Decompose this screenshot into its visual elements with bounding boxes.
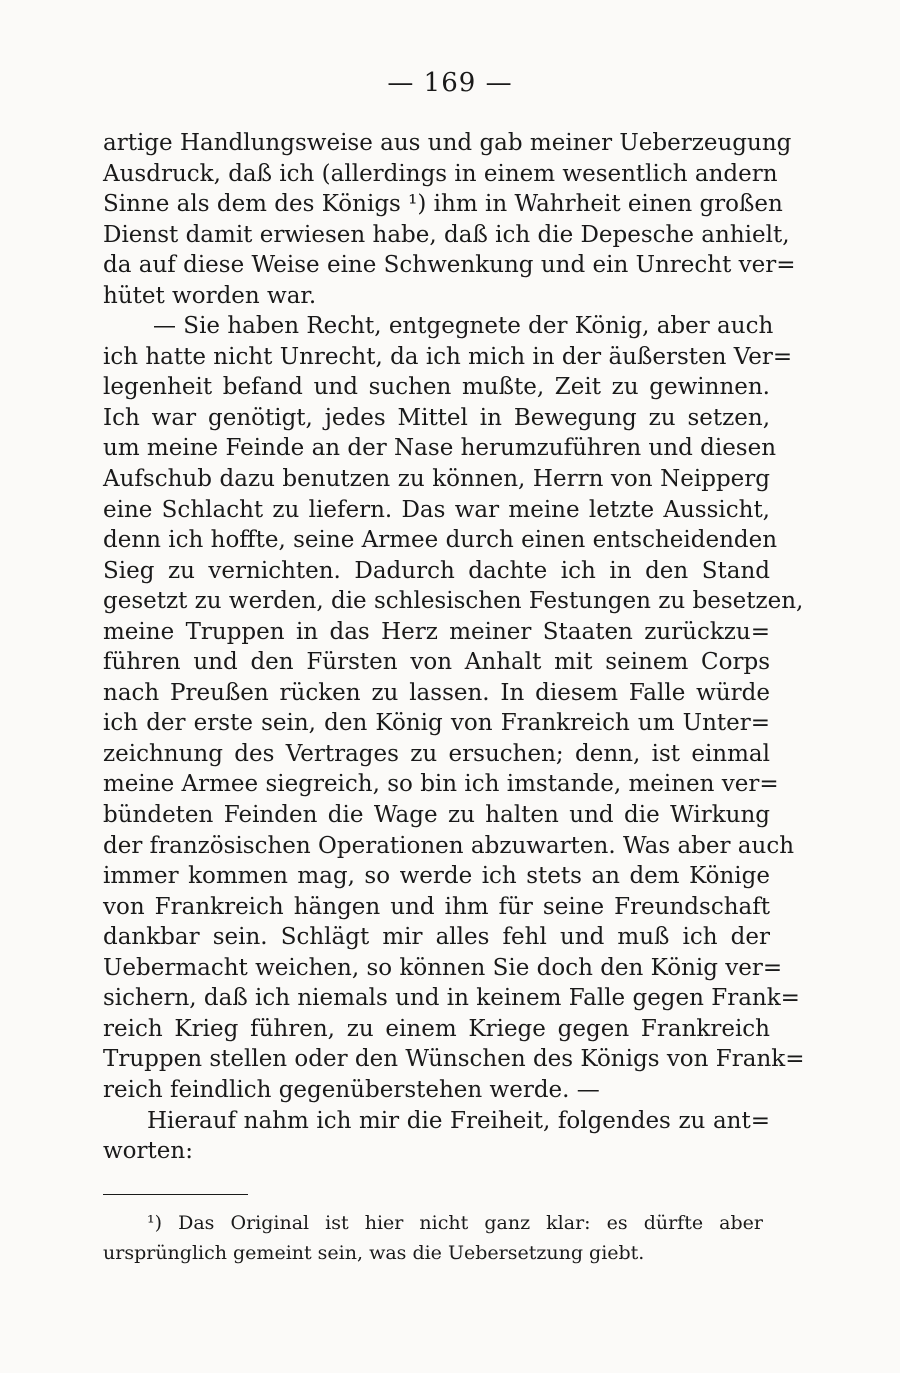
text-line: Dienst damit erwiesen habe, daß ich die Depesche anhielt,	[103, 221, 790, 248]
text-line: ich der erste sein, den König von Frankreich um Unter=	[103, 710, 770, 737]
text-line: Sinne als dem des Königs ¹) ihm in Wahrheit einen großen	[103, 191, 783, 218]
text-line: von Frankreich hängen und ihm für seine Freundschaft	[103, 893, 770, 920]
text-line: Ausdruck, daß ich (allerdings in einem wesentlich andern	[103, 160, 778, 187]
text-line: worten:	[103, 1138, 193, 1165]
text-line: Sieg zu vernichten. Dadurch dachte ich in den Stand	[103, 557, 770, 584]
text-line: da auf diese Weise eine Schwenkung und ein Unrecht ver=	[103, 252, 796, 279]
text-line: Aufschub dazu benutzen zu können, Herrn von Neipperg	[103, 466, 770, 493]
text-line: immer kommen mag, so werde ich stets an dem Könige	[103, 863, 770, 890]
text-line: der französischen Operationen abzuwarten. Was aber auch	[103, 832, 795, 859]
text-line: meine Truppen in das Herz meiner Staaten zurückzu=	[103, 618, 770, 645]
text-line: dankbar sein. Schlägt mir alles fehl und muß ich der	[103, 924, 770, 951]
text-line: Uebermacht weichen, so können Sie doch den König ver=	[103, 954, 783, 981]
text-line: reich Krieg führen, zu einem Kriege gegen Frankreich	[103, 1015, 770, 1042]
text-line: Truppen stellen oder den Wünschen des Königs von Frank=	[103, 1046, 805, 1073]
text-line: hütet worden war.	[103, 282, 317, 309]
text-line: reich feindlich gegenüberstehen werde. —	[103, 1076, 600, 1103]
text-line: nach Preußen rücken zu lassen. In diesem Falle würde	[103, 679, 770, 706]
text-line: sichern, daß ich niemals und in keinem Falle gegen Frank=	[103, 985, 800, 1012]
text-line: ich hatte nicht Unrecht, da ich mich in der äußersten Ver=	[103, 343, 793, 370]
text-line: bündeten Feinden die Wage zu halten und die Wirkung	[103, 802, 770, 829]
text-line: um meine Feinde an der Nase herumzuführen und diesen	[103, 435, 777, 462]
text-line: meine Armee siegreich, so bin ich imstande, meinen ver=	[103, 771, 779, 798]
text-line: eine Schlacht zu liefern. Das war meine letzte Aussicht,	[103, 496, 770, 523]
text-line: denn ich hoffte, seine Armee durch einen entscheidenden	[103, 527, 778, 554]
footnotes	[103, 1208, 763, 1268]
text-line: zeichnung des Vertrages zu ersuchen; denn, ist einmal	[103, 740, 770, 767]
page-number: — 169 —	[387, 68, 513, 98]
text-line: — Sie haben Recht, entgegnete der König, aber auch	[153, 313, 774, 340]
footnote-line: ursprünglich gemeint sein, was die Uebersetzung giebt.	[103, 1242, 645, 1264]
footnote-separator	[103, 1194, 248, 1195]
text-line: Ich war genötigt, jedes Mittel in Bewegung zu setzen,	[103, 404, 770, 431]
text-line: legenheit befand und suchen mußte, Zeit zu gewinnen.	[103, 374, 770, 401]
footnote-line: ¹) Das Original ist hier nicht ganz klar: es dürfte aber	[147, 1212, 763, 1234]
text-line: artige Handlungsweise aus und gab meiner Ueberzeugung	[103, 130, 792, 156]
body-text	[103, 128, 805, 1167]
text-line: gesetzt zu werden, die schlesischen Festungen zu besetzen,	[103, 588, 804, 615]
text-line: Hierauf nahm ich mir die Freiheit, folgendes zu ant=	[147, 1107, 770, 1134]
text-line: führen und den Fürsten von Anhalt mit seinem Corps	[103, 649, 770, 676]
